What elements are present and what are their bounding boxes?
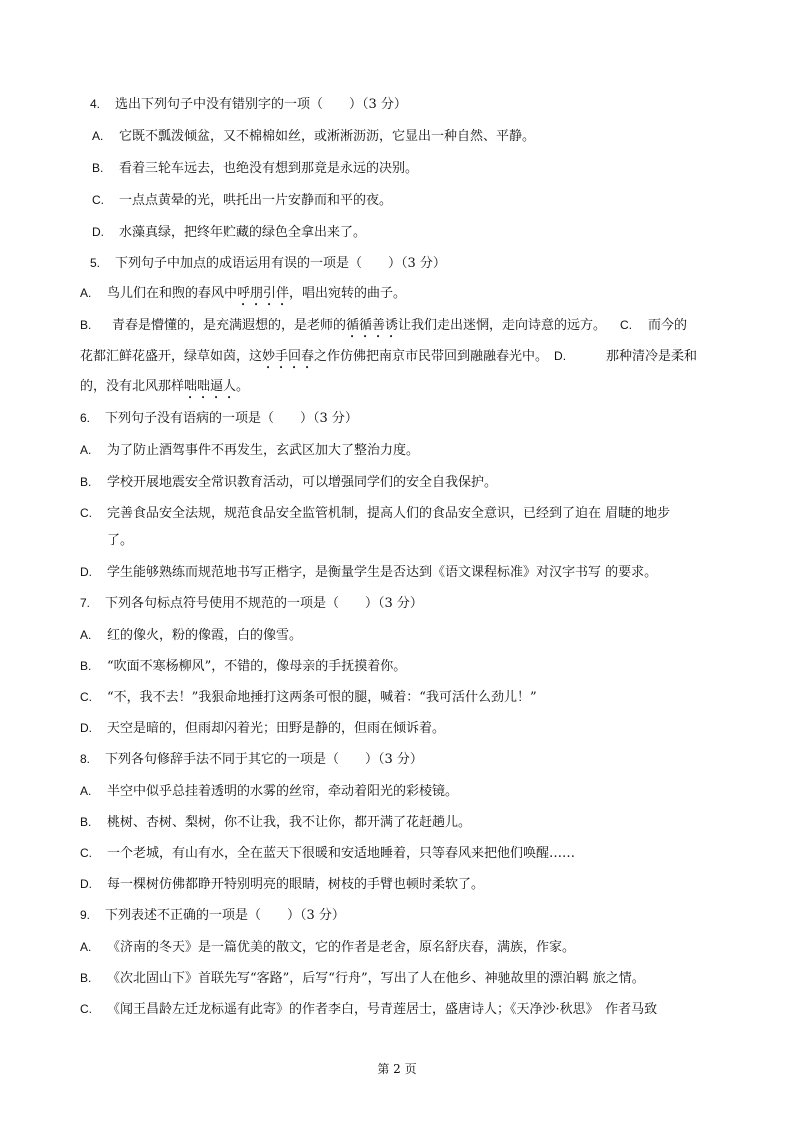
option-text: ，唱出宛转的曲子。	[289, 286, 407, 301]
option-label: C.	[92, 193, 104, 207]
page-number: 第 2 页	[377, 1062, 417, 1076]
option-label: C.	[80, 1002, 92, 1016]
question-number: 5.	[90, 256, 101, 270]
option-text: 的，没有北风那样	[80, 379, 185, 394]
option-text: 《闻王昌龄左迁龙标遥有此寄》的作者李白，号青莲居士，盛唐诗人；《天净沙·秋思》 作者马致	[107, 1002, 658, 1017]
question-9-option-b	[80, 969, 645, 987]
option-text: 《次北固山下》首联先写“客路”，后写“行舟”，写出了人在他乡、神驰故里的漂泊羁 旅之情。	[107, 971, 645, 986]
question-7-option-b	[80, 657, 406, 675]
option-text: 那种清冷是柔和	[606, 349, 698, 364]
option-text: 学生能够熟练而规范地书写正楷字，是衡量学生是否达到《语文课程标准》对汉字书写 的要求。	[107, 565, 658, 580]
question-text: 选出下列句子中没有错别字的一项（ ）（3 分）	[115, 97, 407, 112]
question-7-stem	[80, 594, 423, 612]
dotted-idiom: 呼朋引伴	[237, 286, 290, 301]
question-4-option-d	[92, 223, 366, 241]
question-9-stem	[80, 906, 345, 924]
option-text: 一点点黄晕的光，哄托出一片安静而和平的夜。	[119, 193, 393, 208]
dotted-idiom: 妙手回春	[262, 349, 315, 364]
option-text: 为了防止酒驾事件不再发生，玄武区加大了整治力度。	[107, 443, 420, 458]
dotted-idiom: 咄咄逼人	[184, 379, 237, 394]
option-text: 它既不瓢泼倾盆，又不棉棉如丝，或淅淅沥沥，它显出一种自然、平静。	[119, 129, 536, 144]
question-9-option-c	[80, 1000, 657, 1018]
question-number: 7.	[80, 596, 91, 610]
option-text: 了。	[107, 533, 134, 548]
option-text: 学校开展地震安全常识教育活动，可以增强同学们的安全自我保护。	[107, 475, 498, 490]
question-7-option-a	[80, 626, 302, 644]
option-text: 《济南的冬天》是一篇优美的散文，它的作者是老舍，原名舒庆春，满族，作家。	[107, 940, 576, 955]
option-text: 天空是暗的，但雨却闪着光；田野是静的，但雨在倾诉着。	[107, 721, 446, 736]
option-text: 。	[236, 379, 250, 394]
option-label: A.	[80, 286, 92, 300]
option-text: 花都汇鲜花盛开，绿草如茵，这	[80, 349, 263, 364]
option-text: 让我们走出迷惘，走向诗意的远方。	[398, 318, 607, 333]
option-label: D.	[80, 721, 92, 735]
option-label: C.	[80, 690, 92, 704]
option-label: C.	[80, 506, 92, 520]
question-text: 下列各句修辞手法不同于其它的一项是（ ）（3 分）	[105, 752, 423, 767]
question-text: 下列句子中加点的成语运用有误的一项是（ ）（3 分）	[115, 256, 446, 271]
option-text: 青春是懵懂的，是充满遐想的，是老师的	[112, 318, 347, 333]
option-label: B.	[80, 318, 92, 332]
option-text: 半空中似乎总挂着透明的水雾的丝帘，牵动着阳光的彩棱镜。	[107, 784, 459, 799]
question-6-option-a	[80, 441, 419, 459]
question-8-option-b	[80, 813, 471, 831]
option-label: B.	[92, 161, 104, 175]
option-text: 一个老城，有山有水，全在蓝天下很暖和安适地睡着，只等春风来把他们唤醒……	[107, 846, 576, 861]
question-6-option-c-continued	[80, 532, 133, 550]
option-label: D.	[554, 349, 567, 363]
option-label: D.	[80, 877, 92, 891]
question-6-option-d	[80, 563, 657, 581]
option-text: 之作仿佛把南京市民带回到融融春光中。	[314, 349, 549, 364]
option-text: 看着三轮车远去，也绝没有想到那竟是永远的决别。	[119, 161, 419, 176]
question-number: 9.	[80, 908, 91, 922]
question-5-stem	[90, 254, 446, 272]
question-8-option-c	[80, 844, 575, 862]
option-label: B.	[80, 475, 92, 489]
question-number: 4.	[90, 97, 101, 111]
question-number: 6.	[80, 411, 91, 425]
option-label: B.	[80, 815, 92, 829]
option-label: A.	[80, 784, 92, 798]
dotted-idiom: 循循善诱	[346, 318, 399, 333]
option-label: C.	[80, 846, 92, 860]
option-text: 桃树、杏树、梨树，你不让我，我不让你，都开满了花赶趟儿。	[107, 815, 472, 830]
option-label: A.	[92, 129, 104, 143]
question-5-options-line-2	[80, 347, 697, 365]
option-text: 完善食品安全法规，规范食品安全监管机制，提高人们的食品安全意识，已经到了迫在 眉睫的地步	[107, 506, 671, 521]
option-label: C.	[620, 318, 633, 332]
question-number: 8.	[80, 752, 91, 766]
question-7-option-d	[80, 719, 445, 737]
question-6-stem	[80, 409, 358, 427]
question-text: 下列表述不正确的一项是（ ）（3 分）	[105, 908, 345, 923]
question-6-option-b	[80, 473, 497, 491]
option-label: D.	[92, 225, 104, 239]
option-text: “不，我不去！”我狠命地捶打这两条可恨的腿，喊着：“我可活什么劲儿！”	[107, 690, 537, 705]
question-text: 下列句子没有语病的一项是（ ）（3 分）	[105, 411, 358, 426]
question-8-option-a	[80, 782, 458, 800]
option-label: D.	[80, 565, 92, 579]
option-text: 鸟儿们在和煦的春风中	[107, 286, 238, 301]
question-5-option-a	[80, 284, 406, 302]
question-4-option-a	[92, 127, 535, 145]
option-label: B.	[80, 659, 92, 673]
option-text: 水藻真绿，把终年贮藏的绿色全拿出来了。	[119, 225, 367, 240]
question-8-option-d	[80, 875, 484, 893]
question-4-option-c	[92, 191, 392, 209]
option-label: A.	[80, 443, 92, 457]
question-text: 下列各句标点符号使用不规范的一项是（ ）（3 分）	[105, 596, 423, 611]
question-8-stem	[80, 750, 423, 768]
option-label: A.	[80, 628, 92, 642]
option-label: B.	[80, 971, 92, 985]
question-5-options-line-3	[80, 378, 249, 396]
question-6-option-c	[80, 504, 670, 522]
question-9-option-a	[80, 938, 575, 956]
question-4-option-b	[92, 159, 418, 177]
option-text: “吹面不寒杨柳风”，不错的，像母亲的手抚摸着你。	[107, 659, 407, 674]
option-text: 红的像火，粉的像霞，白的像雪。	[107, 628, 303, 643]
question-7-option-c	[80, 688, 537, 706]
option-label: A.	[80, 940, 92, 954]
option-text: 而今的	[648, 318, 688, 333]
question-4-stem	[90, 95, 407, 113]
option-text: 每一棵树仿佛都睁开特别明亮的眼睛，树枝的手臂也顿时柔软了。	[107, 877, 485, 892]
question-5-options-line-1	[80, 316, 687, 334]
